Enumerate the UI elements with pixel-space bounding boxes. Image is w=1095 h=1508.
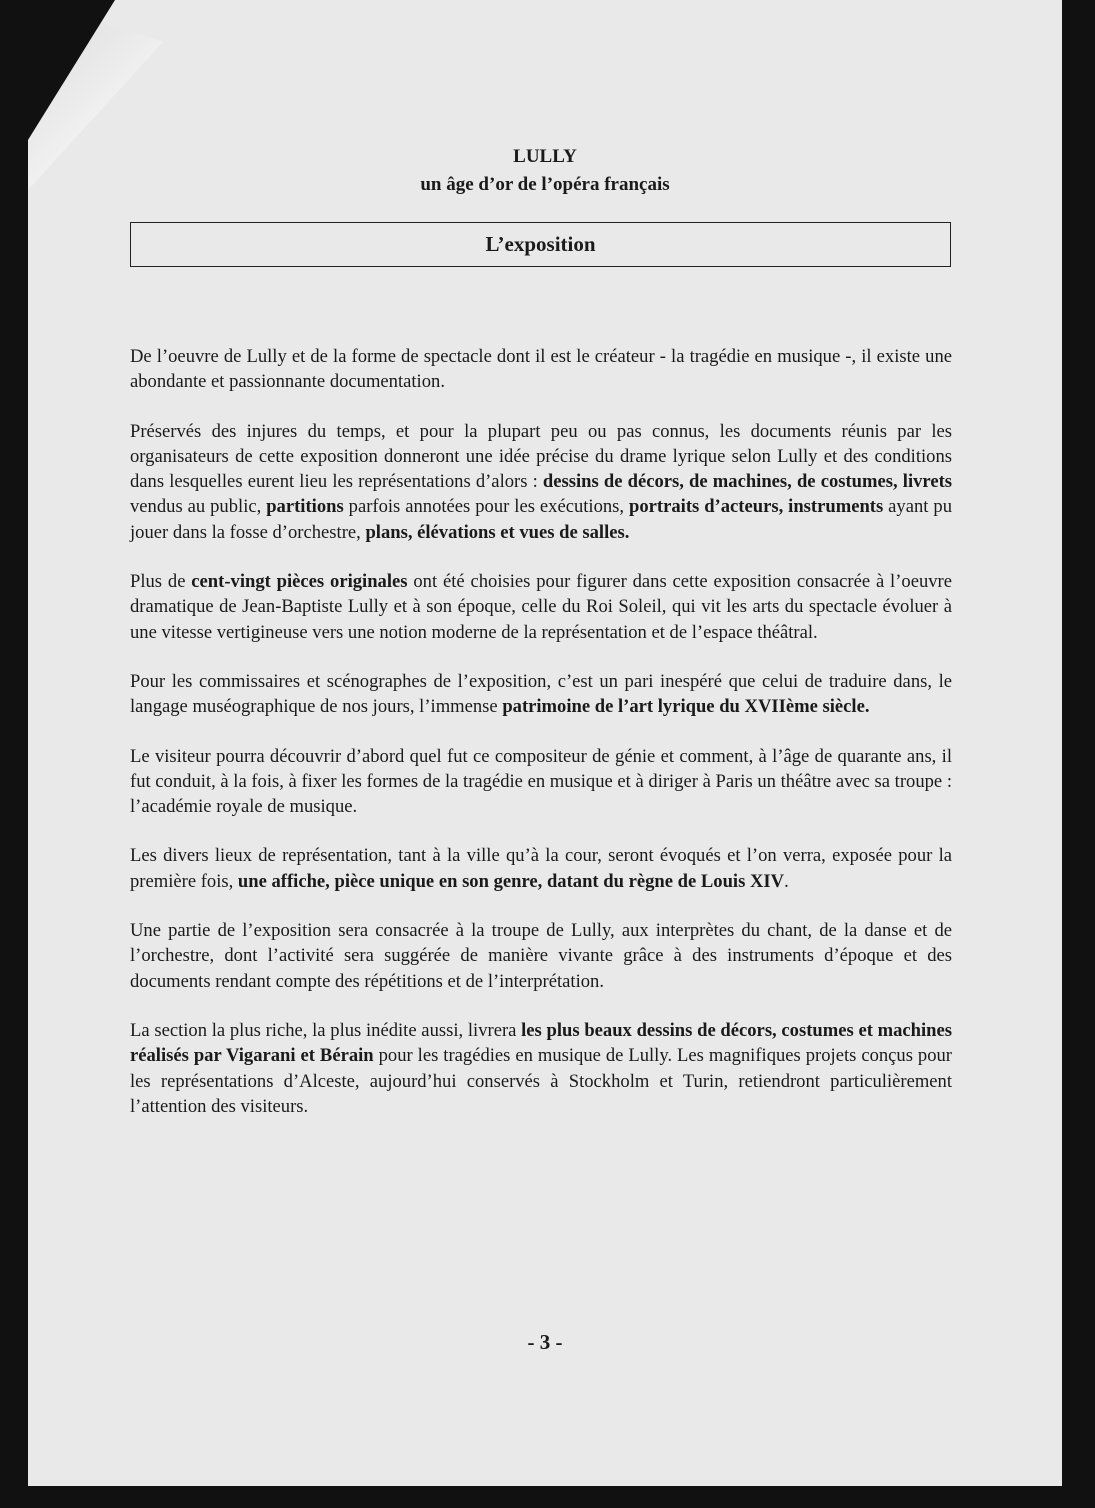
text-run: De l’oeuvre de Lully et de la forme de spectacle dont il est le créateur - la tragédie en musique -, il existe une abondante et passionnante documentation. xyxy=(130,346,952,393)
paragraph xyxy=(130,669,952,720)
text-run: parfois annotées pour les exécutions, xyxy=(343,496,630,518)
text-run: ont été choisies pour figurer dans cette exposition consacrée à l’oeuvre dramatique de Jean-Baptiste Lully et à son époque, celle du Roi Soleil, qui vit les arts du spectacle évoluer à une vitesse vertigineuse vers une notion moderne de la représentation et de l’espace théâtral. xyxy=(130,571,952,643)
paragraph xyxy=(130,344,952,395)
page-number: - 3 - xyxy=(527,1330,563,1354)
text-run: Préservés des injures du temps, et pour la plupart peu ou pas connus, les documents réunis par les organisateurs de cette exposition donneront une idée précise du drame lyrique selon Lully et des conditions dans lesquelles eurent lieu les représentations d’alors : xyxy=(130,420,952,493)
paragraph xyxy=(130,918,952,994)
bold-text-run: dessins de décors, de machines, de costumes, livrets xyxy=(542,471,953,493)
paragraph xyxy=(130,1018,952,1119)
bold-text-run: partitions xyxy=(266,496,344,518)
text-run: . xyxy=(784,870,789,892)
bold-text-run: patrimoine de l’art lyrique du XVIIème siècle. xyxy=(502,696,870,718)
text-run: vendus au public, xyxy=(130,496,267,518)
paragraph xyxy=(130,843,952,894)
document-subtitle: un âge d’or de l’opéra français xyxy=(420,174,670,195)
text-run: Pour les commissaires et scénographes de l’exposition, c’est un pari inespéré que celui de traduire dans, le langage muséographique de nos jours, l’immense xyxy=(130,670,952,718)
bold-text-run: les plus beaux dessins de décors, costumes et machines réalisés par Vigarani et Bérain xyxy=(130,1019,952,1067)
paragraph xyxy=(130,569,952,645)
text-run: Une partie de l’exposition sera consacrée à la troupe de Lully, aux interprètes du chant, de la danse et de l’orchestre, dont l’activité sera suggérée de manière vivante grâce à des instruments d’époque et des documents rendant compte des répétitions et de l’interprétation. xyxy=(130,920,952,992)
page-corner-shadow xyxy=(0,0,115,185)
bold-text-run: plans, élévations et vues de salles. xyxy=(365,521,630,543)
text-run: Le visiteur pourra découvrir d’abord quel fut ce compositeur de génie et comment, à l’âge de quarante ans, il fut conduit, à la fois, à fixer les formes de la tragédie en musique et à diriger à Paris un théâtre avec sa troupe : l’académie royale de musique. xyxy=(130,745,952,818)
document-page xyxy=(28,0,1062,1486)
text-run: pour les tragédies en musique de Lully. Les magnifiques projets conçus pour les représentations d’Alceste, aujourd’hui conservés à Stockholm et Turin, retiendront particulièrement l’attention des visiteurs. xyxy=(130,1045,952,1117)
text-run: Plus de xyxy=(130,571,192,593)
text-run: ayant pu jouer dans la fosse d’orchestre, xyxy=(130,496,952,543)
section-heading: L’exposition xyxy=(485,232,596,256)
bold-text-run: une affiche, pièce unique en son genre, datant du règne de Louis XIV xyxy=(237,870,785,892)
document-title: LULLY xyxy=(513,146,577,167)
paragraph xyxy=(130,744,952,820)
body-text xyxy=(130,344,952,1143)
bold-text-run: cent-vingt pièces originales xyxy=(191,571,408,593)
paragraph xyxy=(130,419,952,545)
section-heading-box xyxy=(130,222,951,267)
text-run: Les divers lieux de représentation, tant à la ville qu’à la cour, seront évoqués et l’on verra, exposée pour la première fois, xyxy=(130,845,952,892)
bold-text-run: portraits d’acteurs, instruments xyxy=(629,496,884,518)
text-run: La section la plus riche, la plus inédite aussi, livrera xyxy=(130,1019,522,1041)
